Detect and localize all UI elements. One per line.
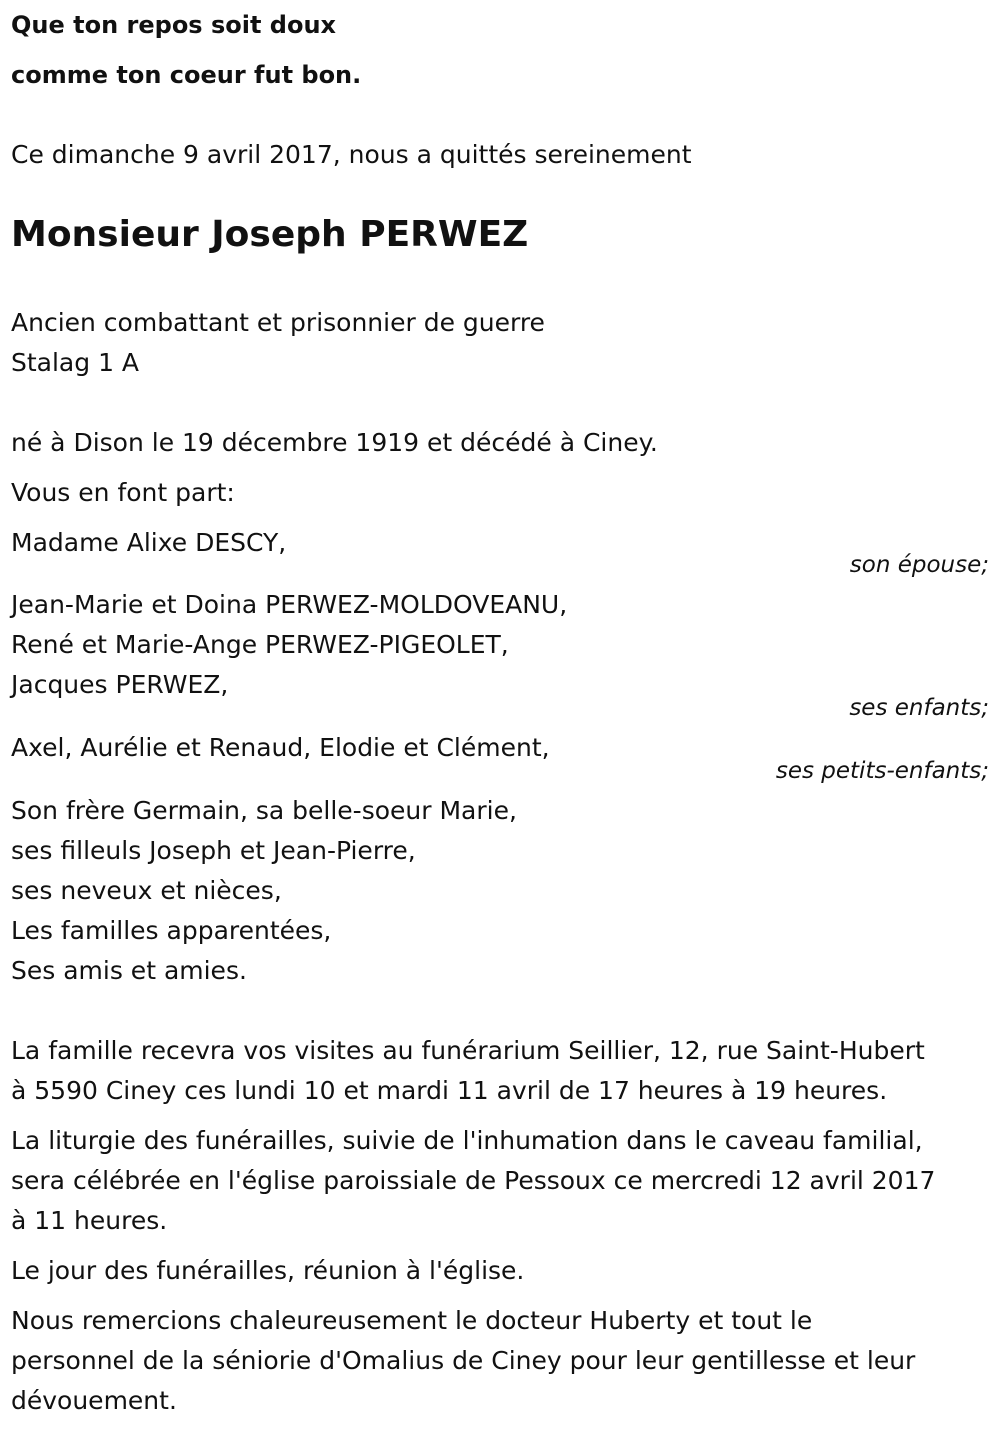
liturgy-line-2: sera célébrée en l'église paroissiale de Pessoux ce mercredi 12 avril 2017 <box>11 1166 936 1195</box>
meeting-text: Le jour des funérailles, réunion à l'église. <box>11 1256 525 1285</box>
others-line-1: Son frère Germain, sa belle-soeur Marie, <box>11 796 517 825</box>
others-line-5: Ses amis et amies. <box>11 956 247 985</box>
others-line-3: ses neveux et nièces, <box>11 876 282 905</box>
child-line-3: Jacques PERWEZ, <box>11 670 229 699</box>
children-relation: ses enfants; <box>849 695 989 721</box>
birth-death-text: né à Dison le 19 décembre 1919 et décédé à Ciney. <box>11 428 658 457</box>
others-line-2: ses filleuls Joseph et Jean-Pierre, <box>11 836 416 865</box>
thanks-line-1: Nous remercions chaleureusement le docteur Huberty et tout le <box>11 1306 813 1335</box>
epigraph-line-1: Que ton repos soit doux <box>11 11 337 39</box>
announcement-text: Ce dimanche 9 avril 2017, nous a quittés sereinement <box>11 140 692 169</box>
thanks-line-2: personnel de la séniorie d'Omalius de Ciney pour leur gentillesse et leur <box>11 1346 916 1375</box>
spouse-name: Madame Alixe DESCY, <box>11 528 287 557</box>
visits-line-1: La famille recevra vos visites au funérarium Seillier, 12, rue Saint-Hubert <box>11 1036 925 1065</box>
title-line-1: Ancien combattant et prisonnier de guerre <box>11 308 545 337</box>
intro-text: Vous en font part: <box>11 478 235 507</box>
title-line-2: Stalag 1 A <box>11 348 140 377</box>
grandchildren-relation: ses petits-enfants; <box>775 758 989 784</box>
deceased-name: Monsieur Joseph PERWEZ <box>11 214 529 255</box>
child-line-1: Jean-Marie et Doina PERWEZ-MOLDOVEANU, <box>11 590 568 619</box>
grandchildren-names: Axel, Aurélie et Renaud, Elodie et Clément, <box>11 733 550 762</box>
thanks-line-3: dévouement. <box>11 1386 177 1415</box>
liturgy-line-1: La liturgie des funérailles, suivie de l'inhumation dans le caveau familial, <box>11 1126 923 1155</box>
others-line-4: Les familles apparentées, <box>11 916 332 945</box>
liturgy-line-3: à 11 heures. <box>11 1206 168 1235</box>
spouse-relation: son épouse; <box>849 552 989 578</box>
child-line-2: René et Marie-Ange PERWEZ-PIGEOLET, <box>11 630 509 659</box>
epigraph-line-2: comme ton coeur fut bon. <box>11 61 362 89</box>
visits-line-2: à 5590 Ciney ces lundi 10 et mardi 11 avril de 17 heures à 19 heures. <box>11 1076 888 1105</box>
